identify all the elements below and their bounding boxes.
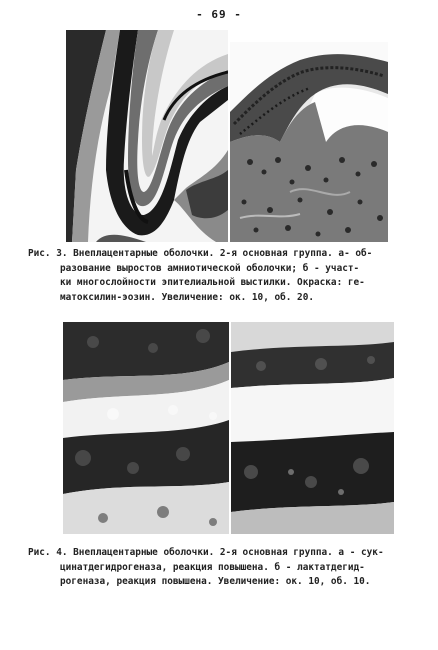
caption-line: рогеназа, реакция повышена. Увеличение: ок. 10, об. 10. (60, 576, 371, 587)
figure-4-caption (28, 546, 423, 590)
caption-line: ки многослойности эпителиальной выстилки. Окраска: ге- (60, 277, 365, 288)
figure-4b-micrograph (231, 322, 394, 534)
caption-line: Рис. 4. Внеплацентарные оболочки. 2-я основная группа. а - сук- (28, 547, 384, 558)
caption-line: матоксилин-эозин. Увеличение: ок. 10, об. 20. (60, 291, 314, 303)
figure-4a-micrograph (63, 322, 229, 534)
caption-line: цинатдегидрогеназа, реакция повышена. б - лактатдегид- (60, 561, 365, 573)
figure-3-caption (28, 247, 423, 305)
caption-line: разование выростов амниотической оболочки; б - участ- (60, 262, 360, 274)
figure-3b-micrograph (230, 42, 388, 242)
page-number: - 69 - (196, 8, 242, 21)
caption-line: Рис. 3. Внеплацентарные оболочки. 2-я основная группа. а- об- (28, 248, 373, 259)
figure-3a-micrograph (66, 30, 228, 242)
